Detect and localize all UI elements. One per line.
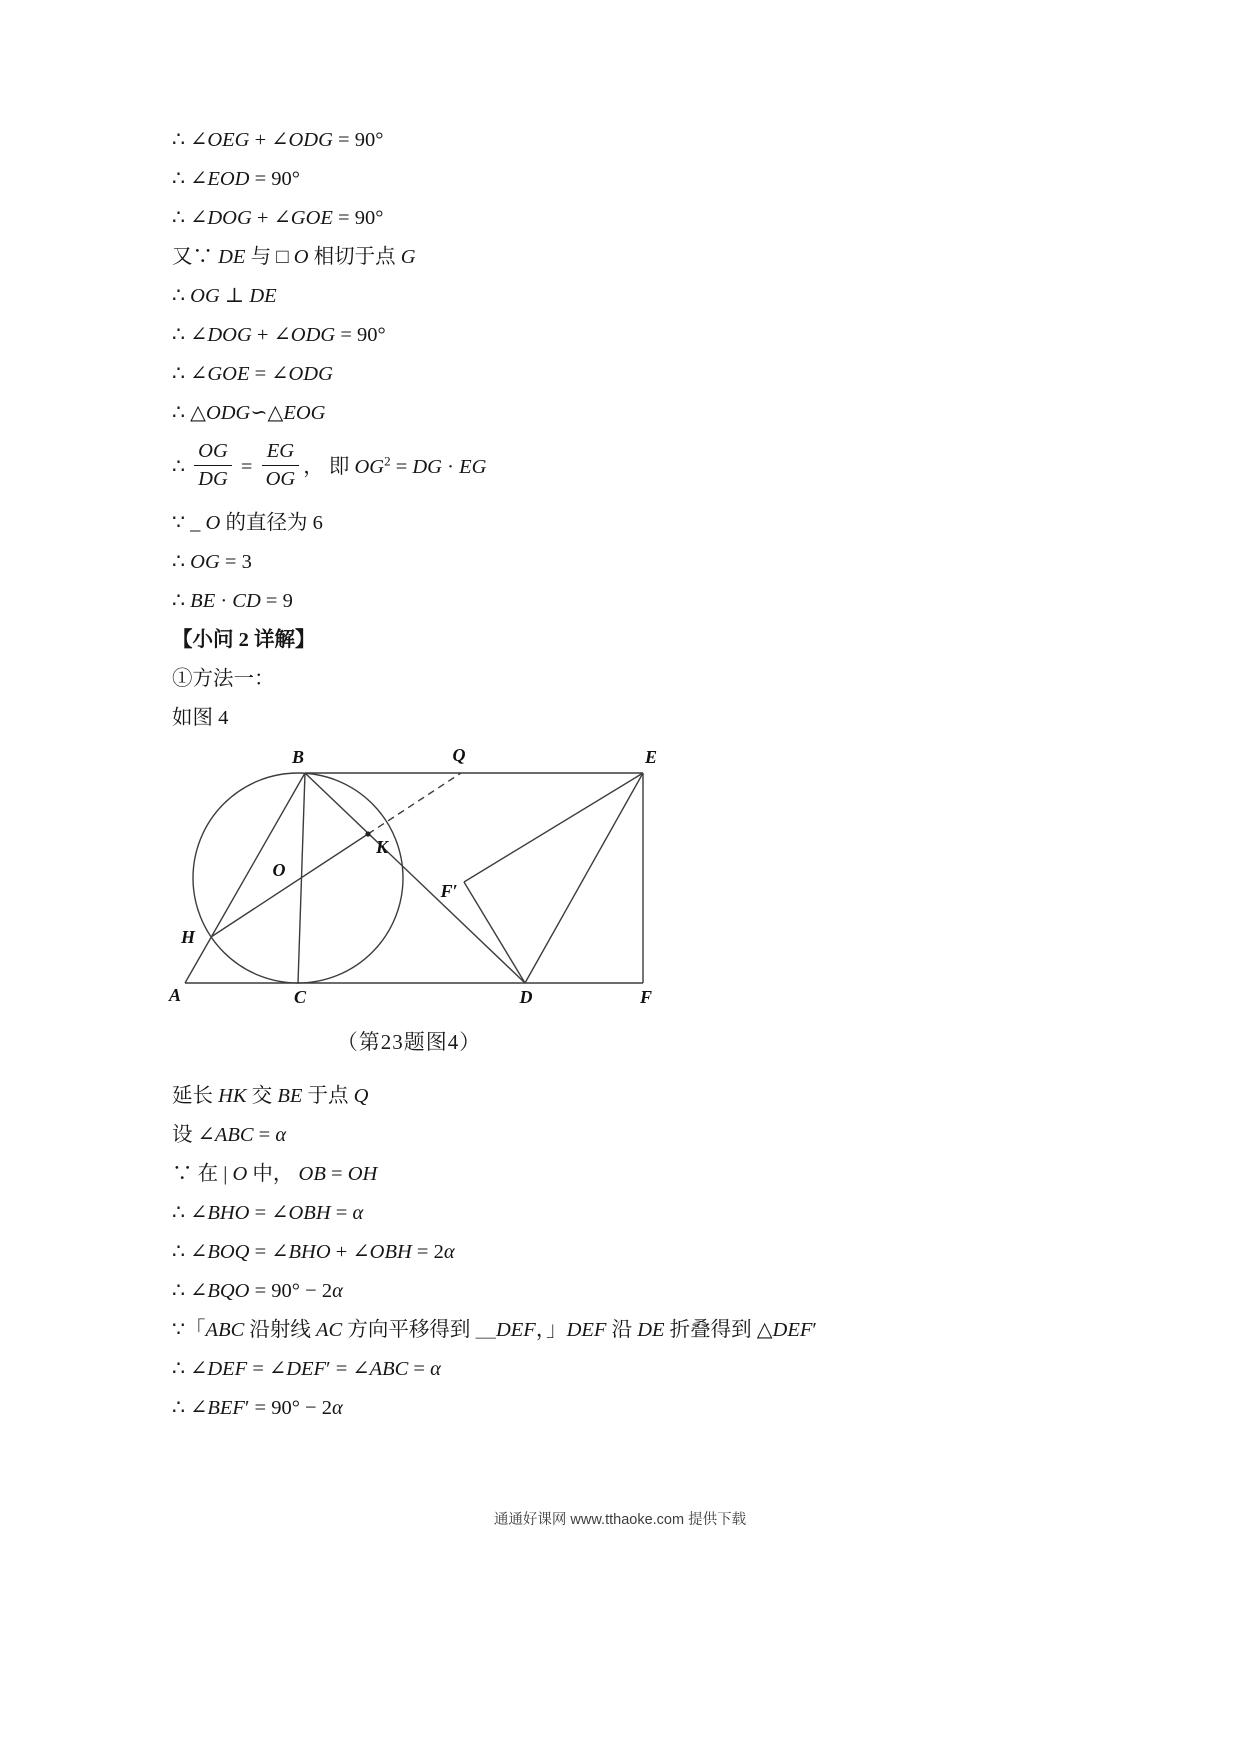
math-run: BE: [277, 1084, 303, 1107]
math-line: [172, 284, 1112, 309]
math-run: =: [390, 456, 413, 479]
math-run: O: [232, 1162, 248, 1185]
math-run: 如图 4: [172, 706, 229, 729]
math-run: ⊥: [219, 285, 250, 307]
math-run: EOD: [207, 168, 250, 190]
math-run: ∴ ∠: [172, 129, 208, 151]
math-line: [172, 401, 1112, 426]
fraction-denominator: OG: [265, 467, 296, 490]
math-run: ∴: [172, 589, 191, 612]
math-run: HK: [218, 1084, 247, 1107]
math-run: BQO: [207, 1279, 250, 1302]
math-run: = 90° − 2: [249, 1279, 333, 1302]
math-run: ，」: [535, 1318, 567, 1341]
math-run: ′ = 90° − 2: [244, 1396, 332, 1419]
math-run: 相切于点: [308, 246, 401, 268]
math-run: ∵「: [172, 1318, 206, 1341]
math-run: EOG: [283, 402, 326, 424]
math-run: OBH: [369, 1240, 412, 1263]
math-line: [172, 550, 1112, 575]
label-C: C: [293, 986, 307, 1007]
math-run: + ∠: [251, 207, 291, 229]
fraction: [262, 440, 300, 491]
math-run: AC: [316, 1318, 343, 1341]
math-run: DEF: [772, 1318, 813, 1341]
math-run: 【小问 2 详解】: [172, 628, 316, 651]
math-run: DE: [249, 285, 277, 307]
segment-HK: [211, 834, 368, 937]
figure-caption: （第23题图4）: [336, 1029, 482, 1054]
proof-lines-bottom: [172, 1084, 1112, 1421]
fraction-denominator: DG: [198, 467, 228, 490]
math-run: ∴ ∠: [172, 363, 208, 385]
math-run: ∴ ∠: [172, 1240, 208, 1263]
math-run: ∴: [172, 285, 191, 307]
math-line: [172, 589, 1112, 614]
math-run: = 2: [411, 1240, 444, 1263]
fraction-numerator: OG: [194, 440, 232, 466]
math-run: DEF: [207, 1357, 248, 1380]
math-run: BHO: [288, 1240, 331, 1263]
math-run: BHO: [207, 1201, 250, 1224]
math-run: α: [332, 1279, 343, 1302]
math-run: = ∠: [249, 363, 289, 385]
math-run: OG: [190, 550, 220, 573]
proof-lines-top: [172, 128, 1112, 731]
math-run: ∵ _: [172, 511, 206, 534]
math-line: [172, 1357, 1112, 1382]
math-run: OH: [347, 1162, 378, 1185]
math-run: = 90°: [335, 324, 386, 346]
math-run: GOE: [207, 363, 250, 385]
math-run: OBH: [288, 1201, 331, 1224]
math-run: Q: [353, 1084, 369, 1107]
math-run: ·: [441, 456, 460, 479]
math-run: G: [400, 246, 416, 268]
figure-lines: [185, 773, 643, 983]
figure-svg: [158, 745, 688, 1013]
segment-DFprime: [464, 882, 525, 983]
math-run: ∴ ∠: [172, 207, 208, 229]
math-line: [172, 1123, 1112, 1148]
label-D: D: [519, 986, 533, 1007]
math-run: BEF: [207, 1396, 245, 1419]
point-K-dot: [365, 831, 370, 836]
math-run: DG: [412, 456, 442, 479]
math-run: O: [205, 511, 221, 534]
math-run: ， 即: [303, 456, 355, 479]
math-run: O: [293, 246, 309, 268]
math-run: ABC: [205, 1318, 245, 1341]
math-run: = 3: [219, 550, 252, 573]
math-line: [172, 362, 1112, 387]
math-run: + ∠: [330, 1240, 370, 1263]
math-run: ABC: [214, 1123, 254, 1146]
label-H: H: [180, 926, 196, 947]
segment-AB: [185, 773, 305, 983]
math-run: + ∠: [249, 129, 289, 151]
math-line: [172, 167, 1112, 192]
label-E: E: [644, 746, 658, 767]
math-run: OB: [298, 1162, 326, 1185]
label-Fprime: F′: [440, 880, 458, 901]
math-run: α: [430, 1357, 441, 1380]
segment-EFprime: [464, 773, 643, 882]
math-run: ABC: [369, 1357, 409, 1380]
math-run: = 9: [260, 589, 293, 612]
math-line: [172, 1201, 1112, 1226]
math-run: 的直径为 6: [220, 511, 323, 534]
math-line: [172, 511, 1112, 536]
math-run: CD: [232, 589, 261, 612]
math-run: ①方法一：: [172, 667, 275, 690]
circle-O: [193, 773, 403, 983]
math-run: ∴ ∠: [172, 1357, 208, 1380]
math-run: 沿: [606, 1318, 638, 1341]
math-run: =: [330, 1201, 353, 1224]
math-run: ∴: [172, 456, 191, 479]
math-run: ′: [812, 1318, 817, 1341]
math-run: α: [443, 1240, 455, 1263]
math-line: [172, 1279, 1112, 1304]
math-line: [172, 323, 1112, 348]
math-run: DE: [637, 1318, 665, 1341]
math-run: 中，: [247, 1162, 299, 1185]
math-run: 方向平移得到 ＿: [342, 1318, 496, 1341]
math-run: α: [332, 1396, 343, 1419]
math-line: [172, 1240, 1112, 1265]
math-run: DOG: [207, 324, 252, 346]
math-run: =: [325, 1162, 348, 1185]
math-line: [172, 245, 1112, 270]
page-footer: 通通好课网 www.tthaoke.com 提供下载: [493, 1512, 747, 1528]
math-run: =: [235, 456, 258, 479]
math-line: [172, 206, 1112, 231]
math-run: = 90°: [332, 129, 384, 151]
math-run: 折叠得到 △: [664, 1318, 773, 1341]
math-run: OG: [190, 285, 220, 307]
math-run: ∴ ∠: [172, 1396, 208, 1419]
solution-content: [168, 128, 1112, 1435]
math-run: =: [253, 1123, 276, 1146]
segment-KQ-dashed: [368, 773, 461, 834]
math-run: ∽△: [250, 402, 284, 424]
math-run: OG: [354, 456, 385, 479]
math-run: 沿射线: [244, 1318, 317, 1341]
label-K: K: [375, 836, 389, 857]
figure: [158, 745, 698, 1056]
math-run: = ∠: [249, 1240, 289, 1263]
math-run: DEF: [566, 1318, 607, 1341]
math-run: ∴ ∠: [172, 1279, 208, 1302]
label-A: A: [168, 984, 182, 1005]
math-run: ∴ △: [172, 402, 206, 424]
math-line: [172, 1162, 1112, 1187]
math-run: ODG: [288, 363, 333, 385]
math-run: DEF: [286, 1357, 327, 1380]
math-run: 设 ∠: [172, 1123, 215, 1146]
label-Q: Q: [452, 744, 466, 765]
math-run: α: [352, 1201, 364, 1224]
math-run: ODG: [288, 129, 333, 151]
math-line: [172, 667, 1112, 692]
math-run: ′ = ∠: [326, 1357, 370, 1380]
math-run: ∵ 在 |: [172, 1162, 233, 1185]
math-run: 与 □: [245, 246, 294, 268]
math-run: ODG: [205, 402, 251, 424]
math-run: DEF: [495, 1318, 536, 1341]
label-F: F: [639, 986, 653, 1007]
math-run: ∴: [172, 550, 191, 573]
math-run: BE: [190, 589, 216, 612]
math-line: [172, 1084, 1112, 1109]
math-run: OEG: [207, 129, 250, 151]
math-line: [172, 706, 1112, 731]
math-line: [172, 1396, 1112, 1421]
math-run: α: [275, 1123, 287, 1146]
label-B: B: [291, 746, 305, 767]
math-run: DOG: [207, 207, 252, 229]
math-run: ∴ ∠: [172, 324, 208, 346]
math-line: [172, 440, 1112, 497]
math-run: EG: [459, 456, 487, 479]
fraction: [194, 440, 232, 491]
math-line: [172, 128, 1112, 153]
math-line: [172, 1318, 1112, 1343]
math-run: = ∠: [247, 1357, 287, 1380]
math-run: ODG: [290, 324, 336, 346]
fraction-numerator: EG: [262, 440, 300, 466]
math-run: GOE: [290, 207, 333, 229]
segment-DE: [525, 773, 643, 983]
label-O: O: [272, 859, 286, 880]
math-run: 延长: [172, 1084, 219, 1107]
segment-BD: [305, 773, 525, 983]
math-run: = ∠: [249, 1201, 289, 1224]
math-run: ·: [215, 589, 233, 612]
math-run: ∴ ∠: [172, 168, 208, 190]
math-run: =: [408, 1357, 431, 1380]
math-run: 2: [384, 453, 391, 469]
math-run: ∴ ∠: [172, 1201, 208, 1224]
math-run: 交: [246, 1084, 278, 1107]
math-run: 于点: [302, 1084, 354, 1107]
math-line: [172, 628, 1112, 653]
math-run: + ∠: [251, 324, 291, 346]
math-run: 又∵: [172, 246, 219, 268]
math-run: = 90°: [249, 168, 301, 190]
math-run: BOQ: [207, 1240, 250, 1263]
math-run: DE: [218, 246, 246, 268]
math-run: = 90°: [332, 207, 384, 229]
